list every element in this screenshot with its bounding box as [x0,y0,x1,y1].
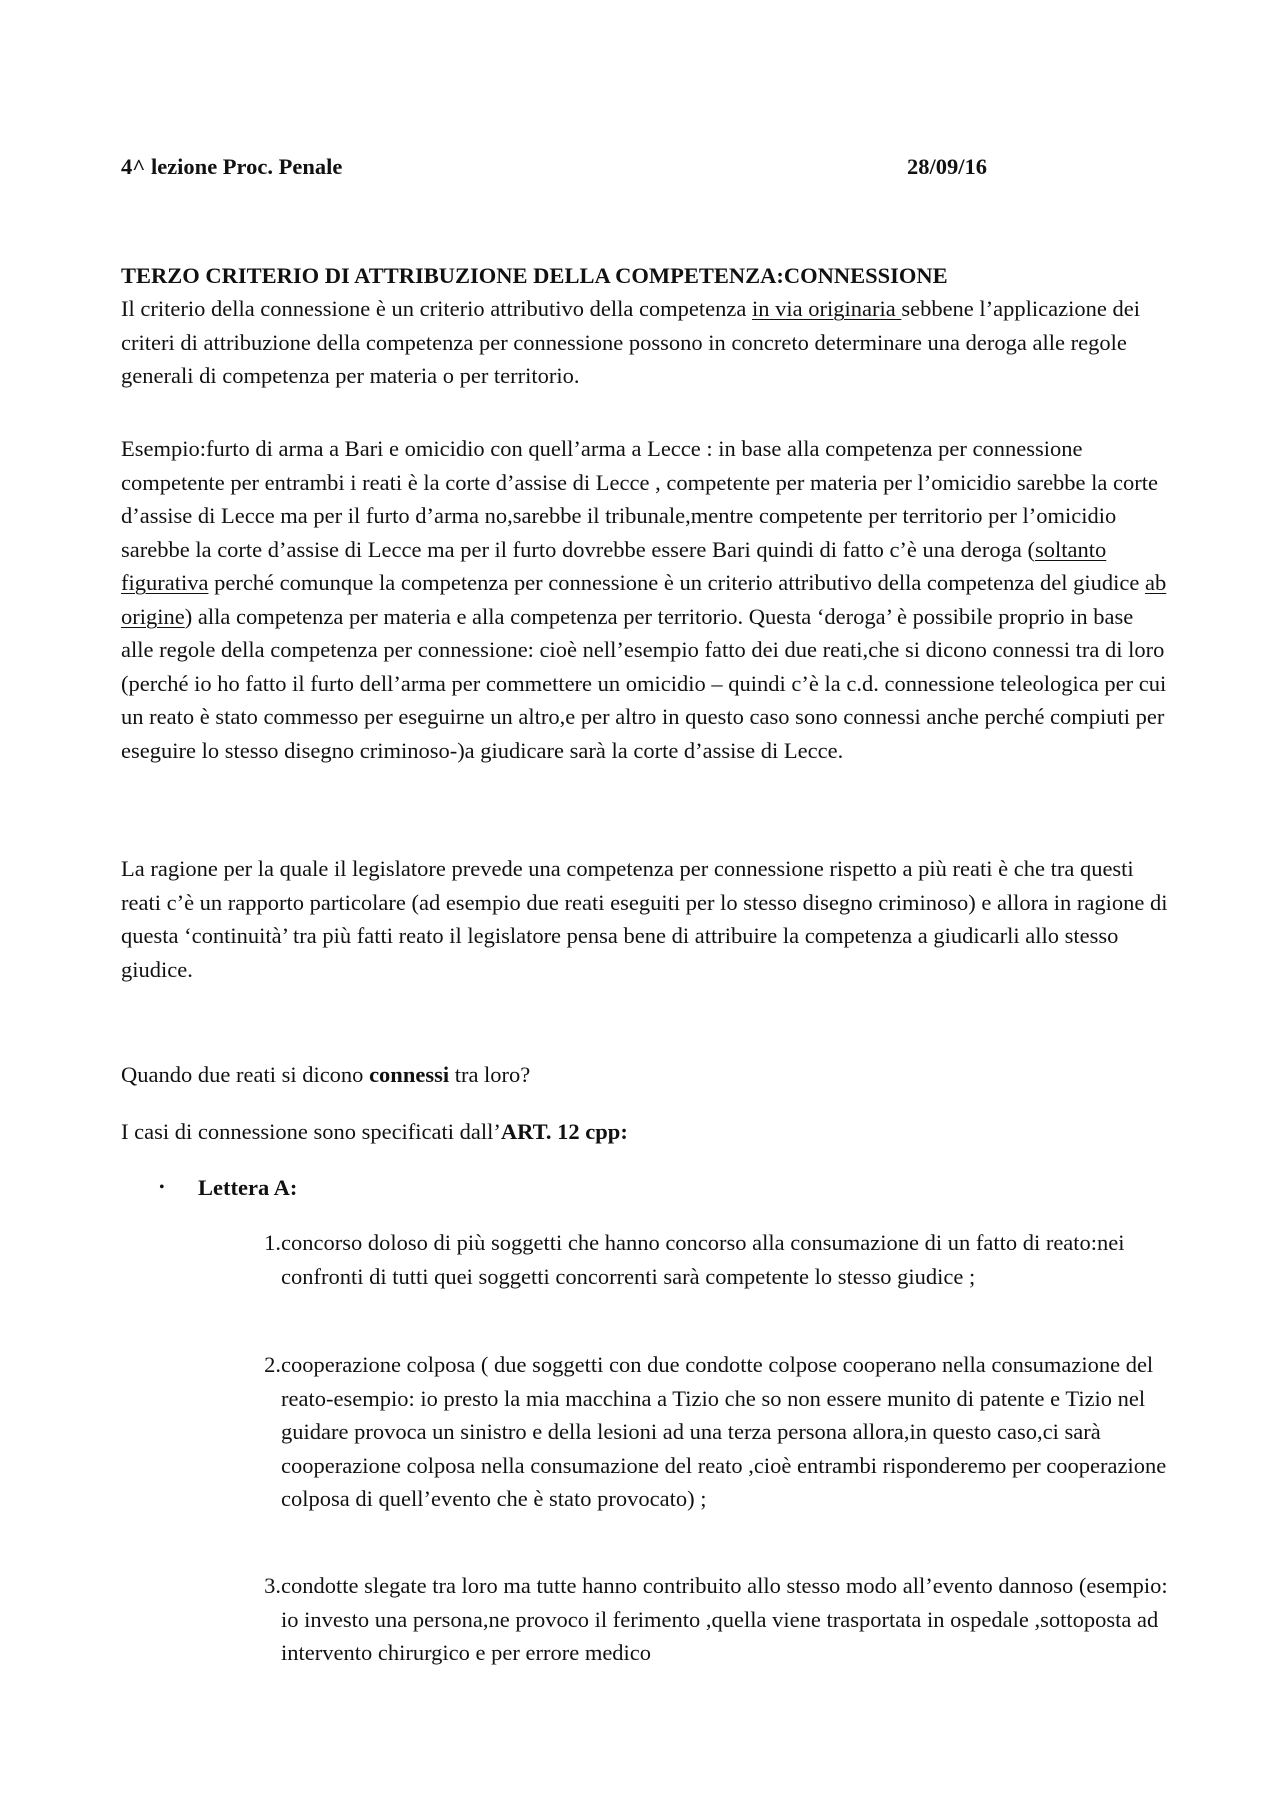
intro-text-b: sebbene l’applicazione dei criteri di attribuzione della competenza per connessione possono in concreto determinare una deroga alle regole generali di competenza per materia o per territorio. [121,296,1140,388]
list-item-number: 2. [264,1352,281,1377]
article-bold: ART. 12 cpp: [500,1119,628,1144]
list-item-text: concorso doloso di più soggetti che hanno concorso alla consumazione di un fatto di reato:nei confronti di tutti quei soggetti concorrenti sarà competente lo stesso giudice ; [281,1230,1125,1289]
list-item-number: 3. [264,1573,281,1598]
question-text-b: tra loro? [449,1062,531,1087]
example-underlined-1: soltanto figurativa [121,536,1107,595]
question-connected [121,1058,1171,1092]
question-bold: connessi [369,1062,450,1087]
example-underlined-2: ab origine [121,570,1167,629]
article-reference [121,1115,1171,1149]
bullet-icon: • [159,1179,165,1196]
lesson-title: 4^ lezione Proc. Penale [121,154,343,179]
intro-text-a: Il criterio della connessione è un criterio attributivo della competenza [121,296,752,321]
paragraph-reason [121,852,1171,986]
paragraph-intro [121,292,1171,393]
reason-text: La ragione per la quale il legislatore prevede una competenza per connessione rispetto a più reati è che tra questi reati c’è un rapporto particolare (ad esempio due reati eseguiti per lo stesso disegno criminoso) e allora in ragione di questa ‘continuità’ tra più fatti reato il legislatore pensa bene di attribuire la competenza a giudicarli allo stesso giudice. [121,856,1168,982]
list-item-text: cooperazione colposa ( due soggetti con due condotte colpose cooperano nella consumazione del reato-esempio: io presto la mia macchina a Tizio che so non essere munito di patente e Tizio nel guidare provoca un sinistro e della lesioni ad una terza persona allora,in questo caso,ci sarà cooperazione colposa nella consumazione del reato ,cioè entrambi risponderemo per cooperazione colposa di quell’evento che è stato provocato) ; [281,1352,1167,1511]
section-title: TERZO CRITERIO DI ATTRIBUZIONE DELLA COMPETENZA:CONNESSIONE [121,263,948,288]
example-text-a: Esempio:furto di arma a Bari e omicidio con quell’arma a Lecce : in base alla competenza per connessione competente per entrambi i reati è la corte d’assise di Lecce , competente per materia per l’omicidio sarebbe la corte d’assise di Lecce ma per il furto d’arma no,sarebbe il tribunale,mentre competente per territorio per l’omicidio sarebbe la corte d’assise di Lecce ma per il furto dovrebbe essere Bari quindi di fatto c’è una deroga ( [121,436,1158,562]
list-item-number: 1. [264,1230,281,1255]
paragraph-example [121,432,1171,767]
question-text-a: Quando due reati si dicono [121,1062,370,1087]
example-text-c: ) alla competenza per materia e alla competenza per territorio. Questa ‘deroga’ è possibile proprio in base alle regole della competenza per connessione: cioè nell’esempio fatto dei due reati,che si dicono connessi tra di loro (perché io ho fatto il furto dell’arma per commettere un omicidio – quindi c’è la c.d. connessione teleologica per cui un reato è stato commesso per eseguirne un altro,e per altro in questo caso sono connessi anche perché compiuti per eseguire lo stesso disegno criminoso-)a giudicare sarà la corte d’assise di Lecce. [121,603,1167,763]
example-text-b: perché comunque la competenza per connessione è un criterio attributivo della competenza del giudice [208,570,1145,595]
bullet-label: Lettera A: [198,1175,298,1200]
list-item-text: condotte slegate tra loro ma tutte hanno contribuito allo stesso modo all’evento dannoso (esempio: io investo una persona,ne provoco il ferimento ,quella viene trasportata in ospedale ,sottoposta ad intervento chirurgico e per errore medico [281,1573,1168,1665]
article-text: I casi di connessione sono specificati dall’ [121,1119,501,1144]
lesson-date: 28/09/16 [907,154,988,179]
intro-underlined: in via originaria [752,296,902,321]
